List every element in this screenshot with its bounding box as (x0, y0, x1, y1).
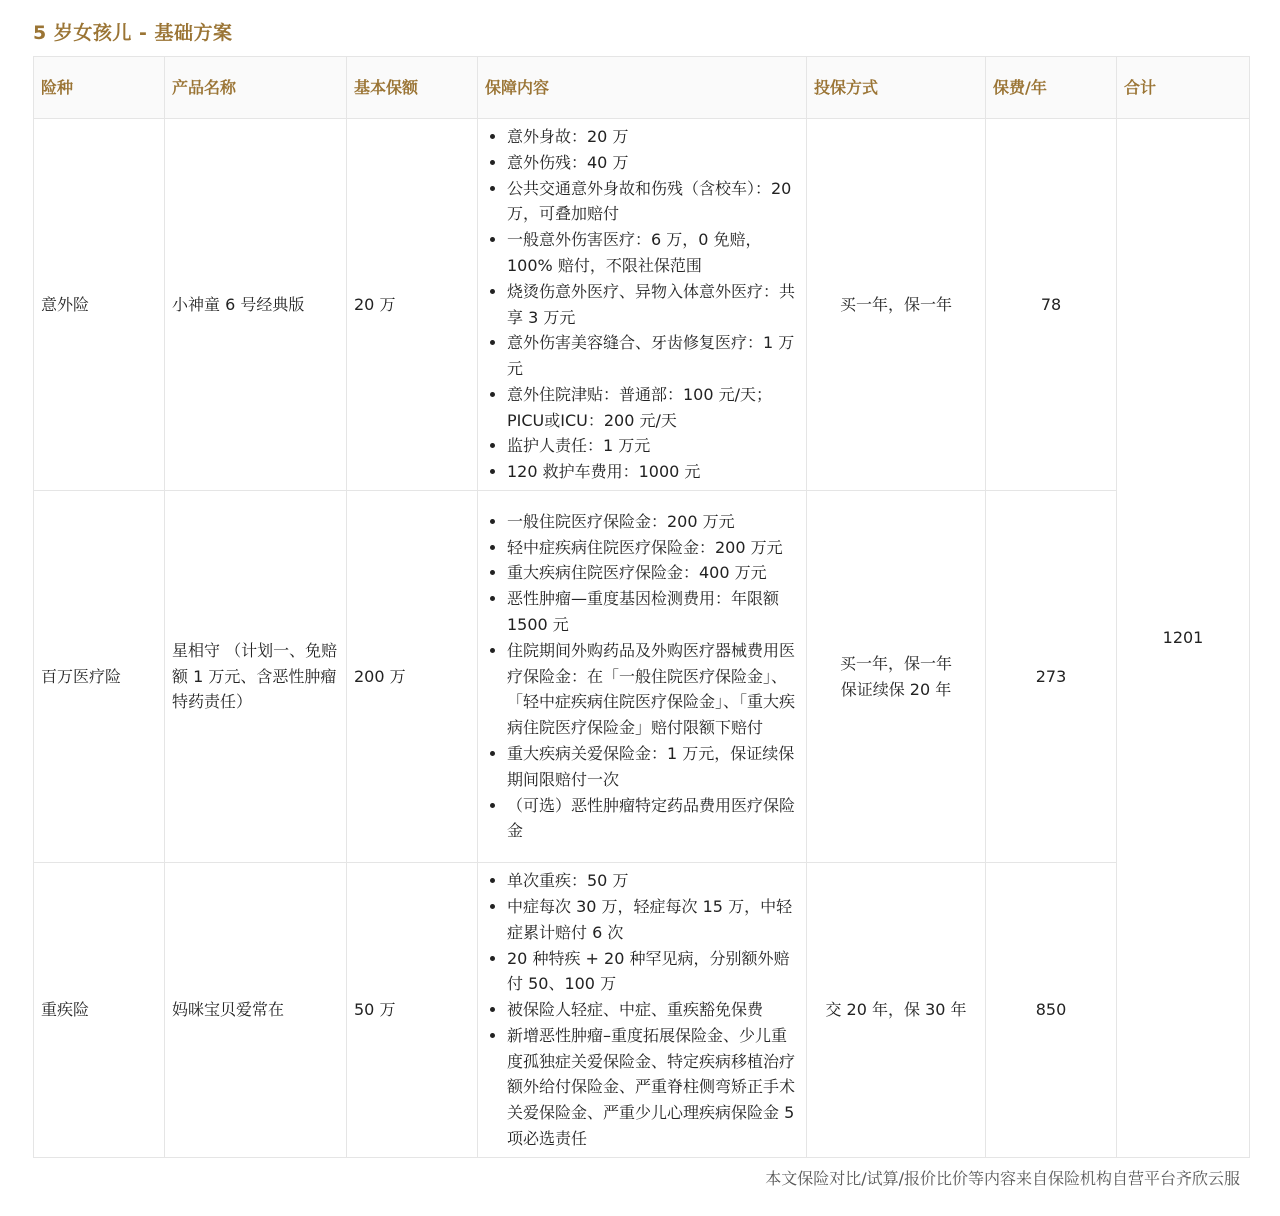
insurance-plan-table (33, 56, 1250, 1158)
coverage-item: • （可选）恶性肿瘤特定药品费用医疗保险金 (507, 793, 799, 845)
coverage-item: • 意外住院津贴：普通部：100 元/天；PICU或ICU：200 元/天 (507, 382, 799, 434)
coverage-item: • 一般意外伤害医疗：6 万，0 免赔，100% 赔付，不限社保范围 (507, 227, 799, 279)
coverage-item: • 新增恶性肿瘤–重度拓展保险金、少儿重度孤独症关爱保险金、特定疾病移植治疗额外给付保险金、严重脊柱侧弯矫正手术关爱保险金、严重少儿心理疾病保险金 5 项必选责任 (507, 1023, 799, 1152)
coverage-item: • 轻中症疾病住院医疗保险金：200 万元 (507, 535, 799, 561)
coverage-item: • 监护人责任：1 万元 (507, 433, 799, 459)
cell-type: 重疾险 (34, 863, 165, 1158)
cell-premium: 273 (986, 491, 1117, 863)
cell-product: 星相守 （计划一、免赔额 1 万元、含恶性肿瘤特药责任） (165, 491, 347, 863)
cell-total: 1201 (1117, 119, 1250, 1158)
header-total: 合计 (1117, 57, 1250, 119)
coverage-item: • 住院期间外购药品及外购医疗器械费用医疗保险金：在「一般住院医疗保险金」、「轻中症疾病住院医疗保险金」、「重大疾病住院医疗保险金」赔付限额下赔付 (507, 638, 799, 741)
table-header-row (34, 57, 1250, 119)
method-line: 保证续保 20 年 (840, 679, 952, 699)
coverage-item: • 中症每次 30 万，轻症每次 15 万，中轻症累计赔付 6 次 (507, 894, 799, 946)
header-premium: 保费/年 (986, 57, 1117, 119)
coverage-item: • 意外身故：20 万 (507, 124, 799, 150)
cell-coverage (478, 863, 807, 1158)
coverage-item: • 重大疾病关爱保险金：1 万元，保证续保期间限赔付一次 (507, 741, 799, 793)
cell-method (807, 491, 986, 863)
cell-method (807, 119, 986, 491)
method-line: 交 20 年，保 30 年 (825, 1000, 967, 1020)
coverage-list (485, 124, 799, 485)
coverage-item: • 公共交通意外身故和伤残（含校车）：20 万，可叠加赔付 (507, 176, 799, 228)
cell-product: 妈咪宝贝爱常在 (165, 863, 347, 1158)
method-line: 买一年，保一年 (839, 653, 952, 673)
cell-amount: 20 万 (347, 119, 478, 491)
header-amount: 基本保额 (347, 57, 478, 119)
coverage-item: • 一般住院医疗保险金：200 万元 (507, 509, 799, 535)
header-product: 产品名称 (165, 57, 347, 119)
coverage-item: • 20 种特疾 + 20 种罕见病，分别额外赔付 50、100 万 (507, 946, 799, 998)
coverage-item: • 恶性肿瘤—重度基因检测费用：年限额 1500 元 (507, 586, 799, 638)
coverage-item: • 重大疾病住院医疗保险金：400 万元 (507, 560, 799, 586)
cell-type: 意外险 (34, 119, 165, 491)
table-row (34, 863, 1250, 1158)
table-row (34, 491, 1250, 863)
coverage-item: • 单次重疾：50 万 (507, 868, 799, 894)
cell-product: 小神童 6 号经典版 (165, 119, 347, 491)
coverage-list (485, 868, 799, 1152)
coverage-item: • 意外伤害美容缝合、牙齿修复医疗：1 万元 (507, 330, 799, 382)
header-coverage: 保障内容 (478, 57, 807, 119)
coverage-item: • 烧烫伤意外医疗、异物入体意外医疗：共享 3 万元 (507, 279, 799, 331)
coverage-item: • 意外伤残：40 万 (507, 150, 799, 176)
coverage-list (485, 509, 799, 844)
table-row (34, 119, 1250, 491)
cell-coverage (478, 491, 807, 863)
source-footnote: 本文保险对比/试算/报价比价等内容来自保险机构自营平台齐欣云服 (765, 1169, 1240, 1188)
cell-coverage (478, 119, 807, 491)
method-line: 买一年，保一年 (839, 294, 952, 314)
cell-premium: 78 (986, 119, 1117, 491)
coverage-item: • 被保险人轻症、中症、重疾豁免保费 (507, 997, 799, 1023)
header-method: 投保方式 (807, 57, 986, 119)
cell-premium: 850 (986, 863, 1117, 1158)
cell-type: 百万医疗险 (34, 491, 165, 863)
page-title: 5 岁女孩儿 - 基础方案 (33, 22, 233, 44)
cell-amount: 50 万 (347, 863, 478, 1158)
cell-amount: 200 万 (347, 491, 478, 863)
header-type: 险种 (34, 57, 165, 119)
cell-method (807, 863, 986, 1158)
coverage-item: • 120 救护车费用：1000 元 (507, 459, 799, 485)
